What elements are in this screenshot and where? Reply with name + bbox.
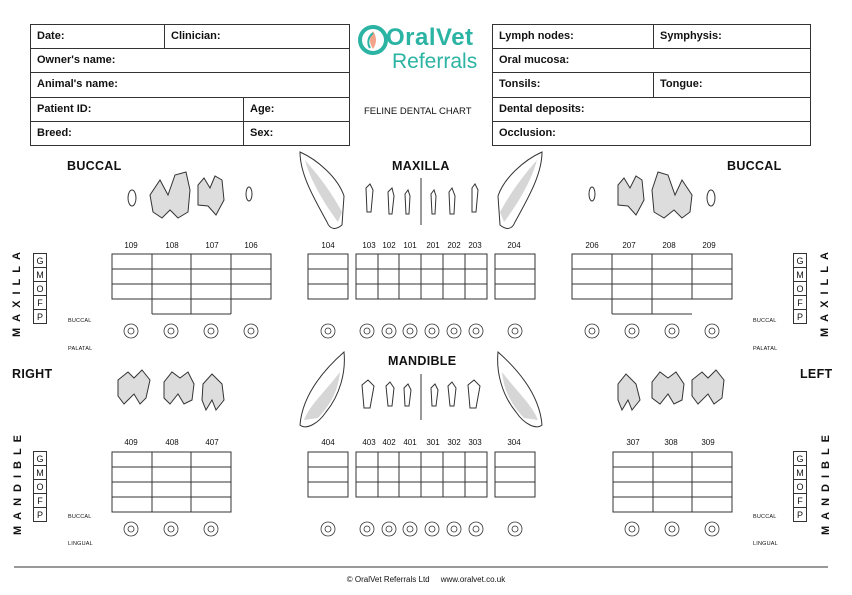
occlusal-icon [705,522,719,536]
occlusal-icon [447,324,461,338]
upper-center-teeth [300,152,542,228]
tooth-number: 407 [205,438,219,447]
tooth-number: 207 [622,241,636,250]
occlusal-icon [585,324,599,338]
left-side-label: LEFT [800,367,833,381]
f-label: F [793,493,807,508]
logo-brand-bottom: Referrals [392,50,478,73]
footer-text: © OralVet Referrals Ltd www.oralvet.co.uk [346,575,506,584]
occlusal-icon [244,324,258,338]
tooth-number: 307 [626,438,640,447]
o-label: O [33,281,47,296]
o-label: O [33,479,47,494]
p-label: P [33,309,47,324]
buccal-small-label: BUCCAL [753,514,777,520]
tooth-number: 108 [165,241,179,250]
tooth-number: 204 [507,241,521,250]
age-label: Age: [250,103,275,115]
tooth-number: 203 [468,241,482,250]
tooth-number: 401 [403,438,417,447]
maxilla-heading: MAXILLA [392,159,450,173]
g-label: G [33,253,47,268]
occlusal-icon [469,522,483,536]
occlusal-icon [321,522,335,536]
tooth-number: 402 [382,438,396,447]
side-maxilla-right: MAXILLA [819,246,831,337]
occlusal-icon [360,522,374,536]
tonsils-label: Tonsils: [499,78,541,90]
tooth-number: 208 [662,241,676,250]
occlusal-icon [625,324,639,338]
f-label: F [33,295,47,310]
f-label: F [793,295,807,310]
buccal-small-label: BUCCAL [753,318,777,324]
occlusal-icon [382,522,396,536]
occlusal-icon [508,522,522,536]
side-maxilla-left: MAXILLA [11,246,23,337]
occlusal-icon [469,324,483,338]
palatal-small-label: PALATAL [68,346,93,352]
occlusal-icon [124,324,138,338]
occlusal-icon [425,324,439,338]
tooth-number: 308 [664,438,678,447]
tooth-number: 202 [447,241,461,250]
tongue-label: Tongue: [660,78,703,90]
occlusal-icon [665,324,679,338]
f-label: F [33,493,47,508]
buccal-right-heading: BUCCAL [727,159,782,173]
occlusal-icon [360,324,374,338]
tooth-number: 303 [468,438,482,447]
occlusal-icon [382,324,396,338]
m-label: M [33,465,47,480]
logo-brand-top: OralVet [386,24,474,51]
occlusion-label: Occlusion: [499,127,556,139]
occlusal-icon [665,522,679,536]
tooth-number: 101 [403,241,417,250]
tooth-number: 206 [585,241,599,250]
tooth-number: 404 [321,438,335,447]
lower-left-teeth [618,370,724,410]
g-label: G [793,451,807,466]
tooth-number: 309 [701,438,715,447]
m-label: M [33,267,47,282]
upper-right-teeth [128,172,252,218]
occlusal-icon [204,324,218,338]
clinician-label: Clinician: [171,30,221,42]
tooth-number: 409 [124,438,138,447]
buccal-small-label: BUCCAL [68,514,92,520]
o-label: O [793,281,807,296]
tooth-number: 104 [321,241,335,250]
occlusal-icon [705,324,719,338]
g-label: G [33,451,47,466]
chart-title: FELINE DENTAL CHART [364,106,472,117]
occlusal-surface-icons [124,324,719,536]
p-label: P [793,309,807,324]
g-label: G [793,253,807,268]
palatal-small-label: PALATAL [753,346,778,352]
occlusal-icon [447,522,461,536]
occlusal-icon [204,522,218,536]
occlusal-icon [625,522,639,536]
lymph-label: Lymph nodes: [499,30,574,42]
tooth-number: 103 [362,241,376,250]
upper-left-teeth [589,172,715,218]
tooth-number: 408 [165,438,179,447]
m-label: M [793,267,807,282]
tooth-number: 109 [124,241,138,250]
buccal-small-label: BUCCAL [68,318,92,324]
side-mandible-left: MANDIBLE [12,428,24,536]
lingual-small-label: LINGUAL [68,541,93,547]
tooth-number: 201 [426,241,440,250]
m-label: M [793,465,807,480]
lower-right-teeth [118,370,224,410]
animal-label: Animal's name: [37,78,118,90]
tooth-number: 102 [382,241,396,250]
occlusal-icon [321,324,335,338]
tooth-number: 304 [507,438,521,447]
p-label: P [33,507,47,522]
tooth-number: 403 [362,438,376,447]
sex-label: Sex: [250,127,274,139]
tooth-number: 302 [447,438,461,447]
mucosa-label: Oral mucosa: [499,54,570,66]
right-side-label: RIGHT [12,367,53,381]
occlusal-icon [124,522,138,536]
lingual-small-label: LINGUAL [753,541,778,547]
tooth-number: 106 [244,241,258,250]
occlusal-icon [425,522,439,536]
side-mandible-right: MANDIBLE [820,428,832,536]
occlusal-icon [164,522,178,536]
p-label: P [793,507,807,522]
buccal-left-heading: BUCCAL [67,159,122,173]
tooth-number: 107 [205,241,219,250]
deposits-label: Dental deposits: [499,103,585,115]
tooth-number: 209 [702,241,716,250]
occlusal-icon [164,324,178,338]
occlusal-icon [403,324,417,338]
breed-label: Breed: [37,127,72,139]
lower-center-teeth [300,352,542,427]
occlusal-icon [403,522,417,536]
owner-label: Owner's name: [37,54,116,66]
o-label: O [793,479,807,494]
date-label: Date: [37,30,65,42]
patient-id-label: Patient ID: [37,103,92,115]
occlusal-icon [508,324,522,338]
tooth-number: 301 [426,438,440,447]
symphysis-label: Symphysis: [660,30,722,42]
mandible-heading: MANDIBLE [388,354,457,368]
